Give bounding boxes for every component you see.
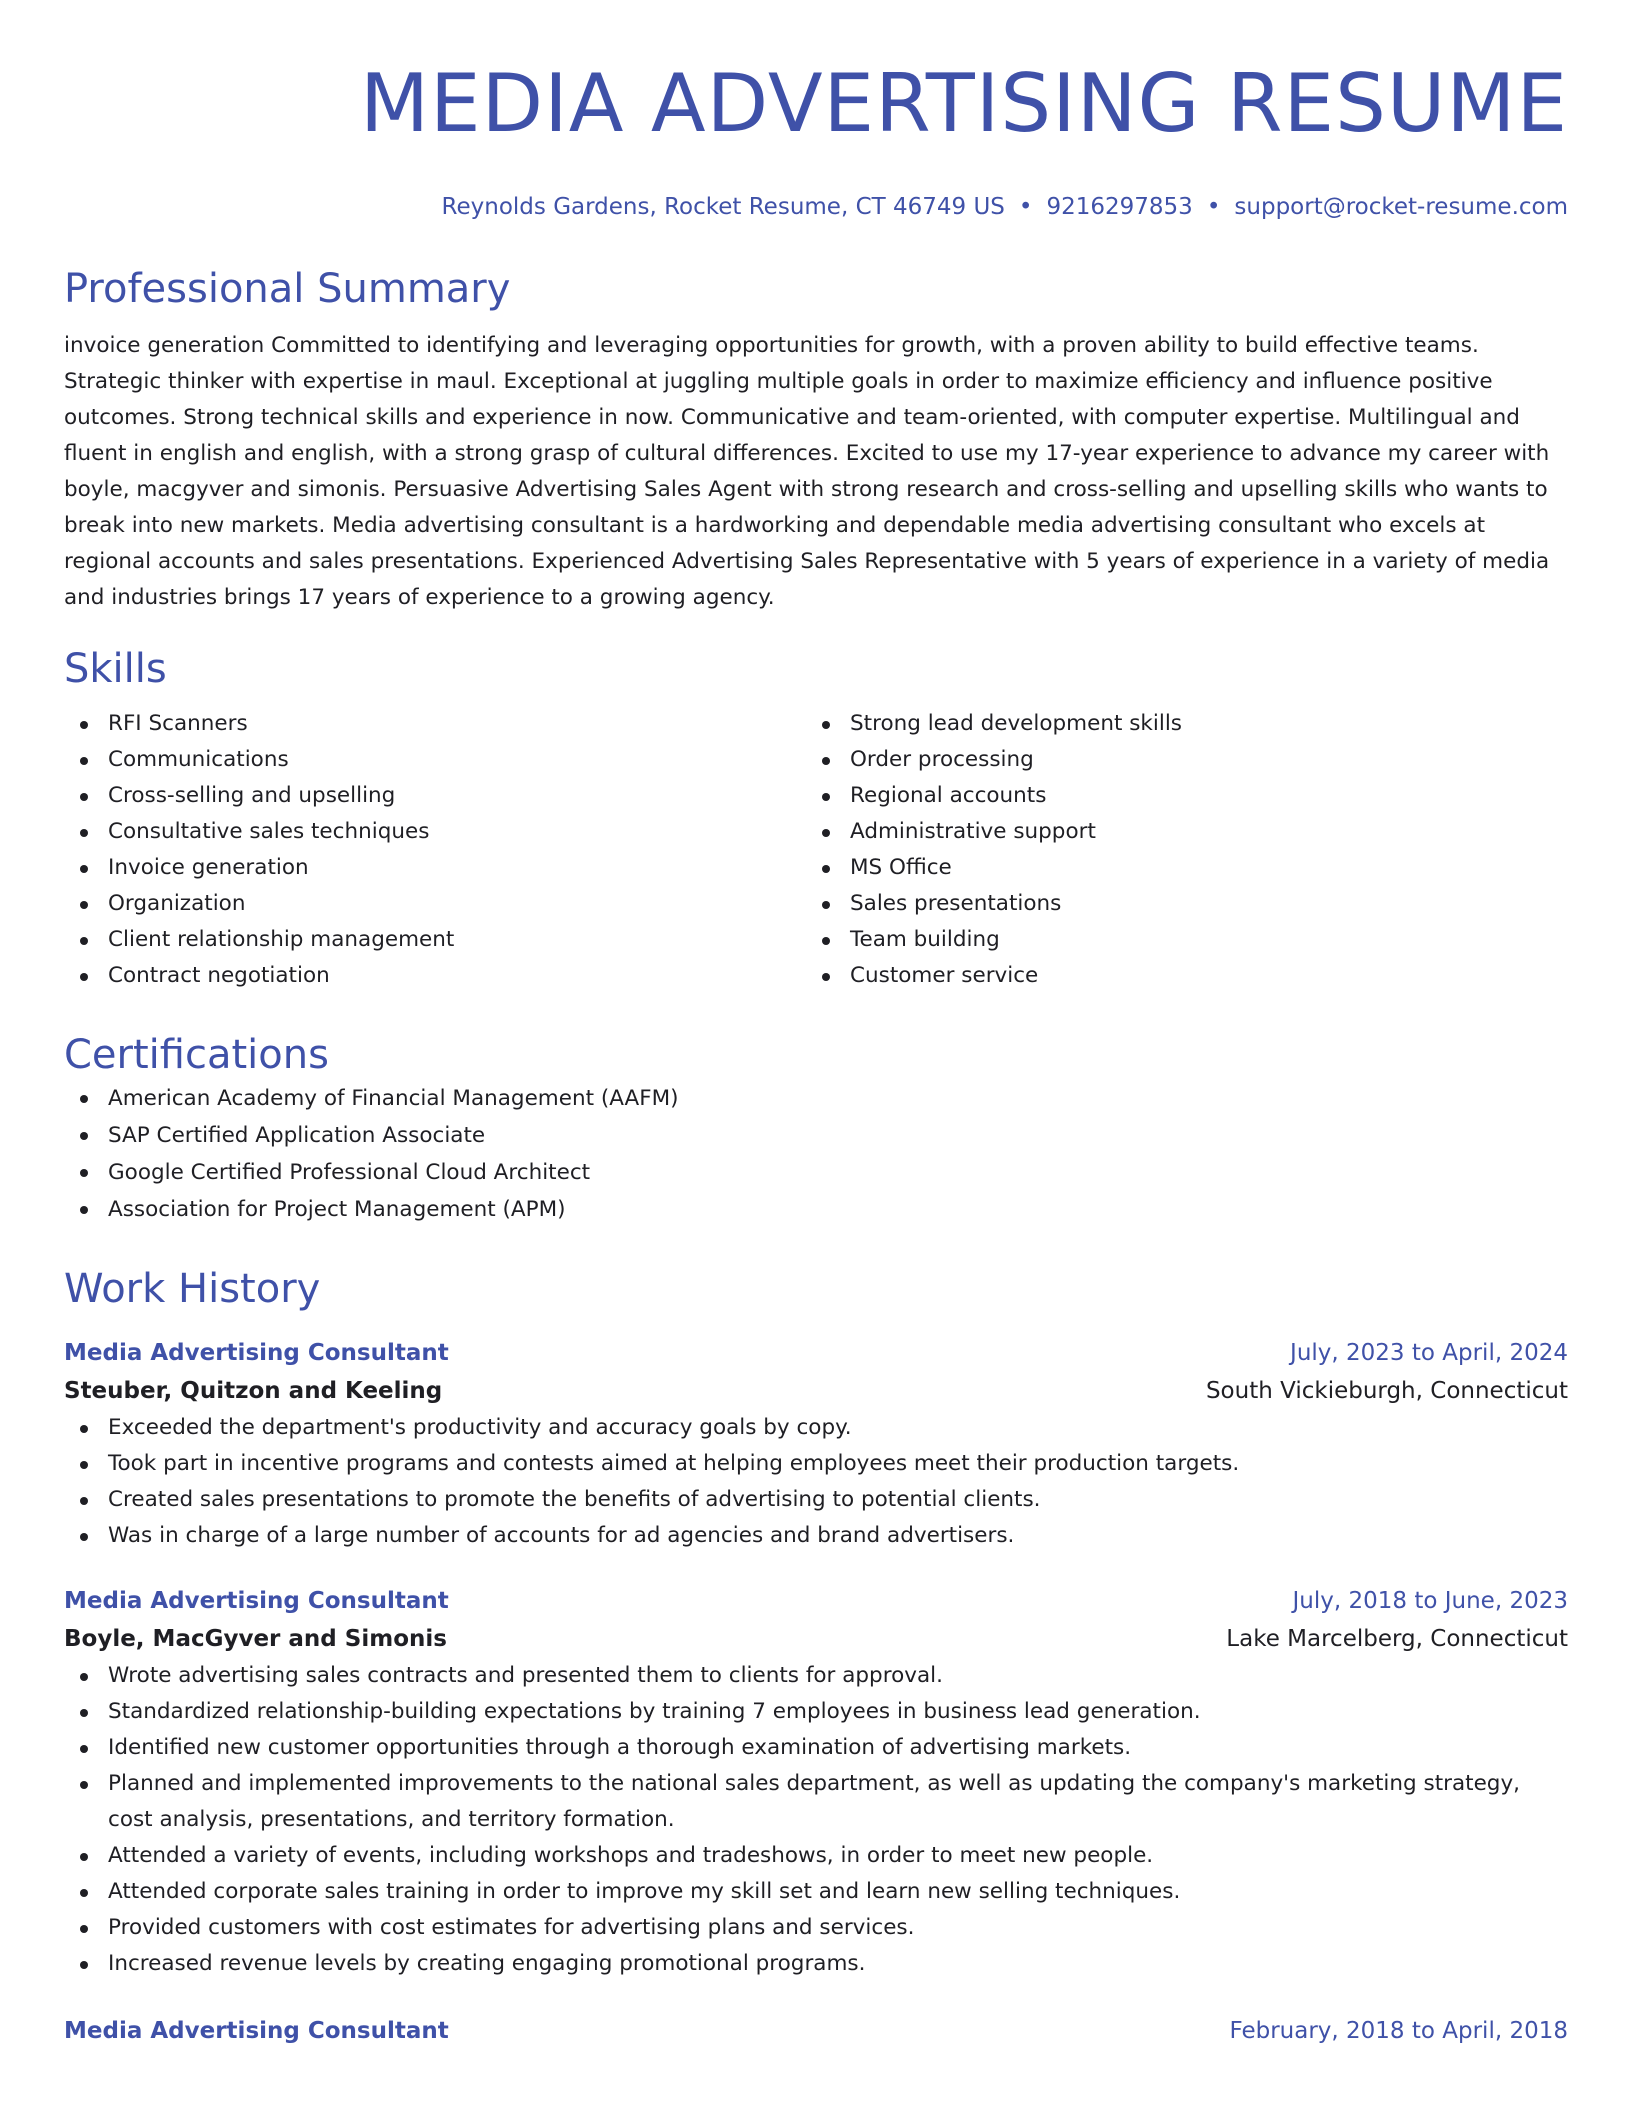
job-subheader xyxy=(64,1372,1568,1410)
job-dates: July, 2018 to June, 2023 xyxy=(1292,1588,1568,1614)
job-location: Lake Marcelberg, Connecticut xyxy=(1226,1626,1568,1652)
certification-item: American Academy of Financial Management (AAFM) xyxy=(64,1080,1568,1117)
skill-item: Invoice generation xyxy=(64,850,806,886)
job-role: Media Advertising Consultant xyxy=(64,2018,449,2044)
job-duty-item: Identified new customer opportunities through a thorough examination of advertising markets. xyxy=(64,1730,1568,1766)
skill-item: MS Office xyxy=(806,850,1548,886)
certifications-section xyxy=(64,1030,1568,1228)
skill-item: Regional accounts xyxy=(806,778,1548,814)
skill-item: Contract negotiation xyxy=(64,958,806,994)
skills-section xyxy=(64,644,1568,994)
job-duties-list xyxy=(64,1658,1568,1982)
job-duty-item: Increased revenue levels by creating engaging promotional programs. xyxy=(64,1946,1568,1982)
job-duty-item: Was in charge of a large number of accounts for ad agencies and brand advertisers. xyxy=(64,1518,1568,1554)
job-subheader xyxy=(64,1620,1568,1658)
work-history-heading: Work History xyxy=(64,1266,321,1312)
skills-heading: Skills xyxy=(64,646,167,692)
skill-item: Organization xyxy=(64,886,806,922)
contact-address: Reynolds Gardens, Rocket Resume, CT 46749 US xyxy=(441,194,1005,220)
skills-list-right xyxy=(806,706,1548,994)
job-duty-item: Created sales presentations to promote the benefits of advertising to potential clients. xyxy=(64,1482,1568,1518)
contact-email[interactable]: support@rocket-resume.com xyxy=(1234,194,1568,220)
skill-item: Team building xyxy=(806,922,1548,958)
job-duty-item: Planned and implemented improvements to the national sales department, as well as updating the company's marketing strategy, cost analysis, presentations, and territory formation. xyxy=(64,1766,1568,1838)
job-header xyxy=(64,1582,1568,1620)
job-company: Boyle, MacGyver and Simonis xyxy=(64,1626,447,1652)
certification-item: Association for Project Management (APM) xyxy=(64,1191,1568,1228)
skill-item: Administrative support xyxy=(806,814,1548,850)
job-duty-item: Attended corporate sales training in order to improve my skill set and learn new selling techniques. xyxy=(64,1874,1568,1910)
skill-item: Strong lead development skills xyxy=(806,706,1548,742)
skill-item: Client relationship management xyxy=(64,922,806,958)
job-dates: February, 2018 to April, 2018 xyxy=(1229,2018,1568,2044)
skill-item: Customer service xyxy=(806,958,1548,994)
summary-heading: Professional Summary xyxy=(64,266,511,312)
skills-columns xyxy=(64,706,1568,994)
job-role: Media Advertising Consultant xyxy=(64,1588,449,1614)
summary-section xyxy=(64,264,1568,616)
contact-line xyxy=(64,192,1568,222)
skill-item: Order processing xyxy=(806,742,1548,778)
job-header xyxy=(64,1334,1568,1372)
contact-separator: • xyxy=(1018,194,1033,220)
job-entry xyxy=(64,2012,1568,2050)
job-duty-item: Took part in incentive programs and contests aimed at helping employees meet their production targets. xyxy=(64,1446,1568,1482)
work-history-section xyxy=(64,1264,1568,2050)
job-duty-item: Provided customers with cost estimates for advertising plans and services. xyxy=(64,1910,1568,1946)
resume-page xyxy=(64,0,1568,2050)
job-role: Media Advertising Consultant xyxy=(64,1340,449,1366)
job-duty-item: Wrote advertising sales contracts and presented them to clients for approval. xyxy=(64,1658,1568,1694)
job-duty-item: Standardized relationship-building expectations by training 7 employees in business lead generation. xyxy=(64,1694,1568,1730)
skill-item: Consultative sales techniques xyxy=(64,814,806,850)
certifications-heading: Certifications xyxy=(64,1032,329,1078)
job-entry xyxy=(64,1582,1568,1982)
certification-item: SAP Certified Application Associate xyxy=(64,1117,1568,1154)
certification-item: Google Certified Professional Cloud Architect xyxy=(64,1154,1568,1191)
summary-text: invoice generation Committed to identifying and leveraging opportunities for growth, with a proven ability to build effective teams. Strategic thinker with expertise in maul. Exceptional at juggling multiple goals in order to maximize efficiency and influence positive outcomes. Strong technical skills and experience in now. Communicative and team-oriented, with computer expertise. Multilingual and fluent in english and english, with a strong grasp of cultural differences. Excited to use my 17-year experience to advance my career with boyle, macgyver and simonis. Persuasive Advertising Sales Agent with strong research and cross-selling and upselling skills who wants to break into new markets. Media advertising consultant is a hardworking and dependable media advertising consultant who excels at regional accounts and sales presentations. Experienced Advertising Sales Representative with 5 years of experience in a variety of media and industries brings 17 years of experience to a growing agency. xyxy=(64,333,1550,610)
resume-title: MEDIA ADVERTISING RESUME xyxy=(359,57,1568,150)
skill-item: Communications xyxy=(64,742,806,778)
job-location: South Vickieburgh, Connecticut xyxy=(1205,1378,1568,1404)
job-dates: July, 2023 to April, 2024 xyxy=(1290,1340,1568,1366)
skill-item: RFI Scanners xyxy=(64,706,806,742)
certifications-list xyxy=(64,1080,1568,1228)
job-duty-item: Attended a variety of events, including workshops and tradeshows, in order to meet new people. xyxy=(64,1838,1568,1874)
job-company: Steuber, Quitzon and Keeling xyxy=(64,1378,443,1404)
skills-list-left xyxy=(64,706,806,994)
job-duty-item: Exceeded the department's productivity and accuracy goals by copy. xyxy=(64,1410,1568,1446)
job-header xyxy=(64,2012,1568,2050)
contact-phone[interactable]: 9216297853 xyxy=(1046,194,1193,220)
job-entry xyxy=(64,1334,1568,1554)
job-duties-list xyxy=(64,1410,1568,1554)
contact-separator: • xyxy=(1206,194,1221,220)
skill-item: Cross-selling and upselling xyxy=(64,778,806,814)
skill-item: Sales presentations xyxy=(806,886,1548,922)
